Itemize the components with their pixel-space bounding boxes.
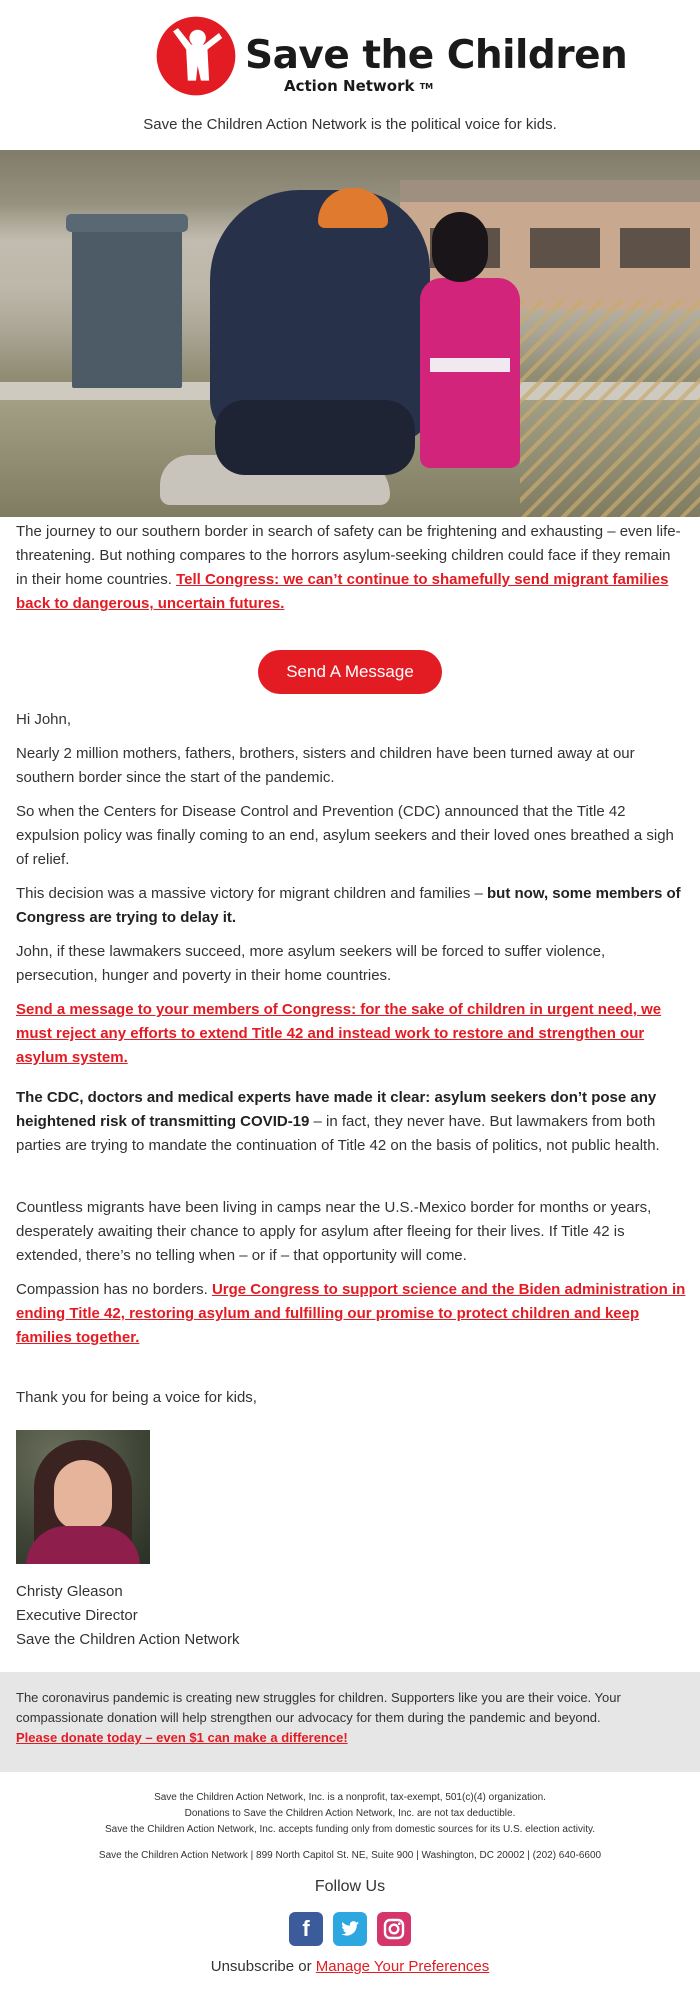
footer-line-2: Donations to Save the Children Action Network, Inc. are not tax deductible. bbox=[184, 1808, 516, 1819]
hero-photo bbox=[0, 150, 700, 517]
girl-figure bbox=[420, 278, 520, 468]
tagline: Save the Children Action Network is the political voice for kids. bbox=[143, 116, 557, 133]
greeting: Hi John, bbox=[16, 711, 72, 728]
paragraph-4: John, if these lawmakers succeed, more asylum seekers will be forced to suffer violence, persecution, hunger and poverty in their home countries. bbox=[16, 943, 606, 984]
trash-bin-shape bbox=[72, 220, 182, 388]
footer bbox=[0, 1790, 700, 1864]
intro-paragraph: The journey to our southern border in search of safety can be frightening and exhausting – even life-threatening. But nothing compares to the horrors asylum-seeking children could face if they remain in their home countries. Tell Congress: we can’t continue to shamefully send migrant families back to dangerous, uncertain futures. bbox=[16, 523, 681, 612]
child-figure-logo-icon bbox=[155, 15, 237, 97]
signer-title: Executive Director bbox=[16, 1607, 138, 1624]
unsubscribe-link[interactable]: Unsubscribe bbox=[210, 1958, 295, 1975]
paragraph-2: So when the Centers for Disease Control and Prevention (CDC) announced that the Title 42 expulsion policy was finally coming to an end, asylum seekers and their loved ones breathed a sigh of relief. bbox=[16, 803, 674, 868]
manage-preferences-link[interactable]: Manage Your Preferences bbox=[315, 1958, 490, 1975]
brand-logo[interactable] bbox=[0, 0, 700, 100]
trademark-mark: TM bbox=[419, 82, 434, 91]
instagram-icon[interactable] bbox=[377, 1912, 411, 1946]
urge-congress-link[interactable]: Urge Congress to support science and the Biden administration in ending Title 42, restoring asylum and fulfilling our promise to protect children and keep families together. bbox=[16, 1281, 686, 1346]
donate-text: The coronavirus pandemic is creating new struggles for children. Supporters like you are their voice. Your compassionate donation will help strengthen our advocacy for them during the pandemic and beyond. bbox=[16, 1690, 621, 1725]
footer-line-1: Save the Children Action Network, Inc. is a nonprofit, tax-exempt, 501(c)(4) organization. bbox=[154, 1792, 546, 1803]
signer-org: Save the Children Action Network bbox=[16, 1631, 240, 1648]
unsubscribe-line: Unsubscribe or Manage Your Preferences bbox=[210, 1958, 490, 1975]
signature-block bbox=[16, 1580, 239, 1652]
paragraph-7: Countless migrants have been living in camps near the U.S.-Mexico border for months or years, desperately awaiting their chance to apply for asylum after fleeing for their lives. If Title 42 is extended, there’s no telling when – or if – that opportunity will come. bbox=[16, 1199, 652, 1264]
footer-line-3: Save the Children Action Network, Inc. accepts funding only from domestic sources for its U.S. election activity. bbox=[104, 1824, 596, 1835]
donate-panel bbox=[0, 1672, 700, 1772]
paragraph-5 bbox=[16, 998, 686, 1070]
signer-name: Christy Gleason bbox=[16, 1583, 123, 1600]
signoff: Thank you for being a voice for kids, bbox=[16, 1389, 257, 1406]
brand-subtitle: Action Network TM bbox=[284, 77, 434, 95]
signature-photo bbox=[16, 1430, 150, 1564]
tell-congress-link[interactable]: Tell Congress: we can’t continue to shamefully send migrant families back to dangerous, uncertain futures. bbox=[16, 571, 669, 612]
paragraph-1: Nearly 2 million mothers, fathers, brothers, sisters and children have been turned away at our southern border since the start of the pandemic. bbox=[16, 745, 635, 786]
brand-name: Save the Children bbox=[245, 33, 628, 78]
follow-us-label: Follow Us bbox=[314, 1878, 386, 1895]
send-a-message-button[interactable]: Send A Message bbox=[258, 650, 442, 694]
paragraph-8: Compassion has no borders. Urge Congress to support science and the Biden administration in ending Title 42, restoring asylum and fulfilling our promise to protect children and keep families together. bbox=[16, 1281, 686, 1346]
paragraph-6: The CDC, doctors and medical experts have made it clear: asylum seekers don’t pose any heightened risk of transmitting COVID-19 – in fact, they never have. But lawmakers from both parties are trying to mandate the continuation of Title 42 on the basis of politics, not public health. bbox=[16, 1089, 660, 1154]
social-links bbox=[289, 1912, 411, 1946]
facebook-icon[interactable]: f bbox=[289, 1912, 323, 1946]
send-message-link[interactable]: Send a message to your members of Congress: for the sake of children in urgent need, we must reject any efforts to extend Title 42 and instead work to restore and strengthen our asylum system. bbox=[16, 1001, 662, 1066]
footer-address: Save the Children Action Network | 899 North Capitol St. NE, Suite 900 | Washington, DC 20002 | (202) 640-6600 bbox=[98, 1850, 602, 1861]
donate-link[interactable]: Please donate today – even $1 can make a difference! bbox=[16, 1730, 348, 1745]
twitter-icon[interactable] bbox=[333, 1912, 367, 1946]
email-header bbox=[0, 0, 700, 148]
paragraph-3: This decision was a massive victory for migrant children and families – but now, some members of Congress are trying to delay it. bbox=[16, 885, 681, 926]
